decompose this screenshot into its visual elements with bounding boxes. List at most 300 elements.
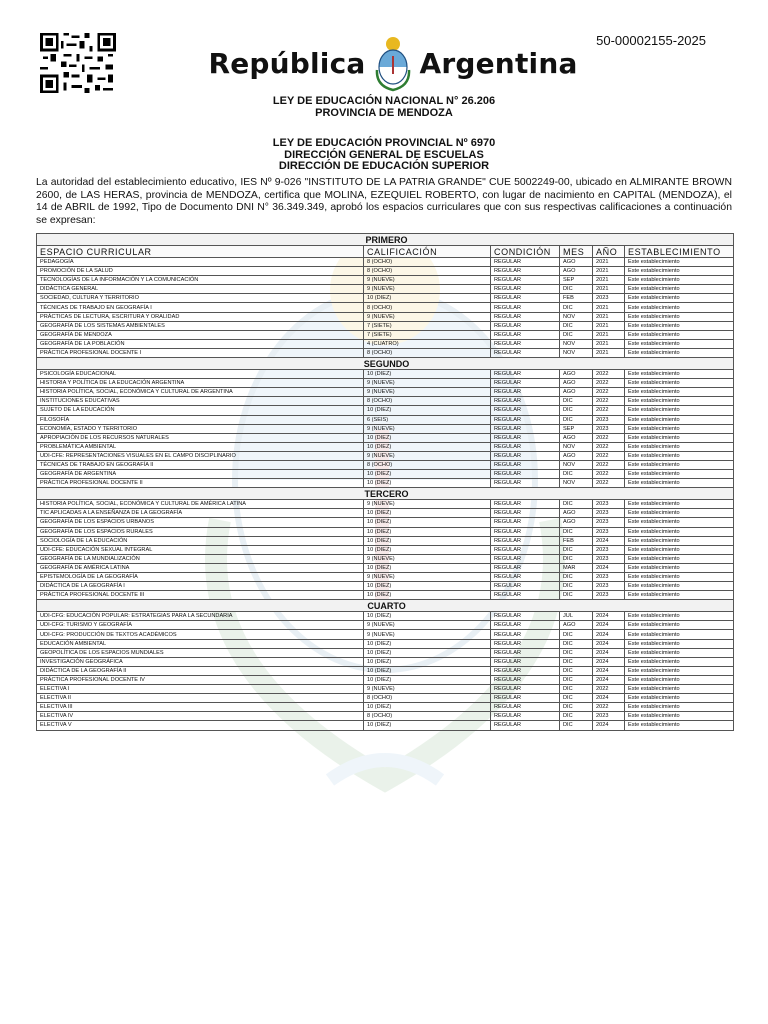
column-header-row xyxy=(37,246,734,258)
institution-cell: Este establecimiento xyxy=(625,666,734,675)
table-row xyxy=(37,321,734,330)
condition-cell: REGULAR xyxy=(491,563,560,572)
month-cell: DIC xyxy=(560,554,593,563)
month-cell: DIC xyxy=(560,591,593,600)
subject-cell: ELECTIVA IV xyxy=(37,712,364,721)
certification-text: La autoridad del establecimiento educativo, IES Nº 9-026 "INSTITUTO DE LA PATRIA GRANDE" CUE 5002249-00, ubicado en ALMIRANTE BROWN 2600, de LAS HERAS, provincia de MENDOZA, certifica que MOLINA, EZEQUIEL ROBERTO, con lugar de nacimiento en CAPITAL (MENDOZA), el 14 de ABRIL de 1992, Tipo de Documento DNI N° 36.349.349, aprobó los espacios curriculares que con sus respectivas calificaciones a continuación se expresan: xyxy=(36,177,732,226)
grades-table-wrap xyxy=(36,233,733,731)
grade-cell: 10 (DIEZ) xyxy=(364,582,491,591)
month-cell: DIC xyxy=(560,500,593,509)
table-row xyxy=(37,442,734,451)
subject-cell: EPISTEMOLOGÍA DE LA GEOGRAFÍA xyxy=(37,573,364,582)
province-line: PROVINCIA DE MENDOZA xyxy=(315,107,453,119)
table-row xyxy=(37,312,734,321)
column-header: ESTABLECIMIENTO xyxy=(625,246,734,258)
month-cell: NOV xyxy=(560,460,593,469)
month-cell: DIC xyxy=(560,545,593,554)
institution-cell: Este establecimiento xyxy=(625,545,734,554)
subject-cell: TÉCNICAS DE TRABAJO EN GEOGRAFÍA I xyxy=(37,303,364,312)
table-row xyxy=(37,470,734,479)
institution-cell: Este establecimiento xyxy=(625,442,734,451)
institution-cell: Este establecimiento xyxy=(625,621,734,630)
grade-cell: 8 (OCHO) xyxy=(364,348,491,357)
subject-cell: EDUCACIÓN AMBIENTAL xyxy=(37,639,364,648)
table-row xyxy=(37,370,734,379)
month-cell: DIC xyxy=(560,639,593,648)
year-cell: 2024 xyxy=(593,648,625,657)
grade-cell: 10 (DIEZ) xyxy=(364,545,491,554)
subject-cell: PEDAGOGÍA xyxy=(37,258,364,267)
condition-cell: REGULAR xyxy=(491,470,560,479)
grade-cell: 10 (DIEZ) xyxy=(364,657,491,666)
condition-cell: REGULAR xyxy=(491,379,560,388)
condition-cell: REGULAR xyxy=(491,424,560,433)
table-row xyxy=(37,518,734,527)
month-cell: AGO xyxy=(560,518,593,527)
year-cell: 2021 xyxy=(593,285,625,294)
subject-cell: GEOGRAFÍA DE LA MUNDIALIZACIÓN xyxy=(37,554,364,563)
institution-cell: Este establecimiento xyxy=(625,509,734,518)
year-cell: 2021 xyxy=(593,348,625,357)
year-label: PRIMERO xyxy=(37,234,734,246)
condition-cell: REGULAR xyxy=(491,518,560,527)
table-row xyxy=(37,303,734,312)
subject-cell: PRÁCTICA PROFESIONAL DOCENTE III xyxy=(37,591,364,600)
table-row xyxy=(37,630,734,639)
grade-cell: 4 (CUATRO) xyxy=(364,339,491,348)
grade-cell: 8 (OCHO) xyxy=(364,460,491,469)
grade-cell: 8 (OCHO) xyxy=(364,303,491,312)
table-row xyxy=(37,675,734,684)
grade-cell: 10 (DIEZ) xyxy=(364,612,491,621)
table-row xyxy=(37,712,734,721)
page-header xyxy=(0,34,768,92)
subject-cell: PROBLEMÁTICA AMBIENTAL xyxy=(37,442,364,451)
condition-cell: REGULAR xyxy=(491,388,560,397)
table-row xyxy=(37,500,734,509)
year-cell: 2023 xyxy=(593,554,625,563)
year-cell: 2023 xyxy=(593,415,625,424)
condition-cell: REGULAR xyxy=(491,303,560,312)
month-cell: NOV xyxy=(560,442,593,451)
table-row xyxy=(37,657,734,666)
month-cell: DIC xyxy=(560,303,593,312)
table-row xyxy=(37,388,734,397)
condition-cell: REGULAR xyxy=(491,267,560,276)
grade-cell: 7 (SIETE) xyxy=(364,321,491,330)
year-cell: 2022 xyxy=(593,470,625,479)
subject-cell: GEOPOLÍTICA DE LOS ESPACIOS MUNDIALES xyxy=(37,648,364,657)
institution-cell: Este establecimiento xyxy=(625,500,734,509)
year-cell: 2024 xyxy=(593,536,625,545)
table-row xyxy=(37,536,734,545)
year-cell: 2022 xyxy=(593,479,625,488)
title-word-1: República xyxy=(208,46,366,80)
grade-cell: 9 (NUEVE) xyxy=(364,573,491,582)
condition-cell: REGULAR xyxy=(491,500,560,509)
table-row xyxy=(37,348,734,357)
condition-cell: REGULAR xyxy=(491,648,560,657)
subject-cell: TÉCNICAS DE TRABAJO EN GEOGRAFÍA II xyxy=(37,460,364,469)
column-header: AÑO xyxy=(593,246,625,258)
year-cell: 2022 xyxy=(593,406,625,415)
grade-cell: 10 (DIEZ) xyxy=(364,370,491,379)
institution-cell: Este establecimiento xyxy=(625,554,734,563)
column-header: CONDICIÓN xyxy=(491,246,560,258)
subject-cell: HISTORIA POLÍTICA, SOCIAL, ECONÓMICA Y CULTURAL DE AMÉRICA LATINA xyxy=(37,500,364,509)
institution-cell: Este establecimiento xyxy=(625,433,734,442)
table-row xyxy=(37,554,734,563)
grade-cell: 10 (DIEZ) xyxy=(364,675,491,684)
year-cell: 2024 xyxy=(593,630,625,639)
month-cell: DIC xyxy=(560,648,593,657)
grade-cell: 9 (NUEVE) xyxy=(364,379,491,388)
subject-cell: ECONOMÍA, ESTADO Y TERRITORIO xyxy=(37,424,364,433)
month-cell: DIC xyxy=(560,657,593,666)
condition-cell: REGULAR xyxy=(491,276,560,285)
institution-cell: Este establecimiento xyxy=(625,591,734,600)
subject-cell: UDI-CFE: EDUCACIÓN SEXUAL INTEGRAL xyxy=(37,545,364,554)
subject-cell: DIDÁCTICA GENERAL xyxy=(37,285,364,294)
year-cell: 2021 xyxy=(593,276,625,285)
table-row xyxy=(37,267,734,276)
institution-cell: Este establecimiento xyxy=(625,470,734,479)
institution-cell: Este establecimiento xyxy=(625,479,734,488)
year-cell: 2024 xyxy=(593,657,625,666)
table-row xyxy=(37,694,734,703)
condition-cell: REGULAR xyxy=(491,536,560,545)
grade-cell: 10 (DIEZ) xyxy=(364,666,491,675)
grade-cell: 10 (DIEZ) xyxy=(364,536,491,545)
institution-cell: Este establecimiento xyxy=(625,675,734,684)
table-row xyxy=(37,258,734,267)
table-row xyxy=(37,460,734,469)
grade-cell: 10 (DIEZ) xyxy=(364,591,491,600)
grade-cell: 8 (OCHO) xyxy=(364,397,491,406)
table-row xyxy=(37,582,734,591)
table-row xyxy=(37,424,734,433)
grade-cell: 10 (DIEZ) xyxy=(364,442,491,451)
month-cell: NOV xyxy=(560,339,593,348)
month-cell: MAR xyxy=(560,563,593,572)
grade-cell: 10 (DIEZ) xyxy=(364,509,491,518)
subject-cell: ELECTIVA I xyxy=(37,685,364,694)
year-cell: 2023 xyxy=(593,573,625,582)
condition-cell: REGULAR xyxy=(491,460,560,469)
subject-cell: TIC APLICADAS A LA ENSEÑANZA DE LA GEOGRAFÍA xyxy=(37,509,364,518)
year-cell: 2022 xyxy=(593,397,625,406)
grade-cell: 10 (DIEZ) xyxy=(364,294,491,303)
grade-cell: 10 (DIEZ) xyxy=(364,470,491,479)
institution-cell: Este establecimiento xyxy=(625,294,734,303)
table-row xyxy=(37,451,734,460)
year-label: TERCERO xyxy=(37,488,734,500)
national-law-block xyxy=(0,95,768,119)
condition-cell: REGULAR xyxy=(491,685,560,694)
table-row xyxy=(37,563,734,572)
year-cell: 2023 xyxy=(593,582,625,591)
subject-cell: SOCIOLOGÍA DE LA EDUCACIÓN xyxy=(37,536,364,545)
institution-cell: Este establecimiento xyxy=(625,267,734,276)
grade-cell: 10 (DIEZ) xyxy=(364,527,491,536)
grade-cell: 10 (DIEZ) xyxy=(364,639,491,648)
month-cell: DIC xyxy=(560,703,593,712)
year-cell: 2023 xyxy=(593,518,625,527)
table-row xyxy=(37,294,734,303)
condition-cell: REGULAR xyxy=(491,573,560,582)
condition-cell: REGULAR xyxy=(491,370,560,379)
month-cell: DIC xyxy=(560,406,593,415)
table-row xyxy=(37,397,734,406)
grade-cell: 9 (NUEVE) xyxy=(364,630,491,639)
table-row xyxy=(37,703,734,712)
grade-cell: 9 (NUEVE) xyxy=(364,621,491,630)
table-row xyxy=(37,666,734,675)
subject-cell: HISTORIA Y POLÍTICA DE LA EDUCACIÓN ARGENTINA xyxy=(37,379,364,388)
institution-cell: Este establecimiento xyxy=(625,518,734,527)
institution-cell: Este establecimiento xyxy=(625,712,734,721)
condition-cell: REGULAR xyxy=(491,712,560,721)
month-cell: AGO xyxy=(560,388,593,397)
condition-cell: REGULAR xyxy=(491,433,560,442)
condition-cell: REGULAR xyxy=(491,527,560,536)
grade-cell: 9 (NUEVE) xyxy=(364,276,491,285)
year-cell: 2024 xyxy=(593,612,625,621)
month-cell: DIC xyxy=(560,321,593,330)
institution-cell: Este establecimiento xyxy=(625,303,734,312)
table-row xyxy=(37,612,734,621)
subject-cell: PRÁCTICA PROFESIONAL DOCENTE IV xyxy=(37,675,364,684)
subject-cell: INVESTIGACIÓN GEOGRÁFICA xyxy=(37,657,364,666)
table-row xyxy=(37,276,734,285)
column-header: CALIFICACIÓN xyxy=(364,246,491,258)
subject-cell: GEOGRAFÍA DE LOS ESPACIOS URBANOS xyxy=(37,518,364,527)
year-cell: 2023 xyxy=(593,545,625,554)
table-row xyxy=(37,285,734,294)
institution-cell: Este establecimiento xyxy=(625,630,734,639)
condition-cell: REGULAR xyxy=(491,621,560,630)
institution-cell: Este establecimiento xyxy=(625,370,734,379)
year-cell: 2023 xyxy=(593,712,625,721)
year-section-header xyxy=(37,234,734,246)
month-cell: DIC xyxy=(560,630,593,639)
title-word-2: Argentina xyxy=(419,46,578,80)
year-cell: 2024 xyxy=(593,721,625,730)
institution-cell: Este establecimiento xyxy=(625,339,734,348)
year-cell: 2023 xyxy=(593,509,625,518)
year-cell: 2024 xyxy=(593,563,625,572)
provincial-law-block xyxy=(0,138,768,173)
subject-cell: DIDÁCTICA DE LA GEOGRAFÍA I xyxy=(37,582,364,591)
condition-cell: REGULAR xyxy=(491,415,560,424)
year-cell: 2022 xyxy=(593,370,625,379)
year-label: SEGUNDO xyxy=(37,358,734,370)
subject-cell: DIDÁCTICA DE LA GEOGRAFÍA II xyxy=(37,666,364,675)
month-cell: DIC xyxy=(560,685,593,694)
month-cell: DIC xyxy=(560,666,593,675)
month-cell: NOV xyxy=(560,312,593,321)
year-section-header xyxy=(37,600,734,612)
year-cell: 2023 xyxy=(593,500,625,509)
subject-cell: GEOGRAFÍA DE LA POBLACIÓN xyxy=(37,339,364,348)
condition-cell: REGULAR xyxy=(491,639,560,648)
year-cell: 2022 xyxy=(593,685,625,694)
institution-cell: Este establecimiento xyxy=(625,285,734,294)
grade-cell: 9 (NUEVE) xyxy=(364,451,491,460)
condition-cell: REGULAR xyxy=(491,721,560,730)
grade-cell: 10 (DIEZ) xyxy=(364,648,491,657)
grade-cell: 10 (DIEZ) xyxy=(364,433,491,442)
institution-cell: Este establecimiento xyxy=(625,639,734,648)
month-cell: DIC xyxy=(560,415,593,424)
month-cell: NOV xyxy=(560,479,593,488)
year-cell: 2024 xyxy=(593,621,625,630)
institution-cell: Este establecimiento xyxy=(625,563,734,572)
table-row xyxy=(37,721,734,730)
month-cell: AGO xyxy=(560,379,593,388)
column-header: ESPACIO CURRICULAR xyxy=(37,246,364,258)
month-cell: DIC xyxy=(560,721,593,730)
subject-cell: HISTORIA POLÍTICA, SOCIAL, ECONÓMICA Y CULTURAL DE ARGENTINA xyxy=(37,388,364,397)
month-cell: DIC xyxy=(560,527,593,536)
year-cell: 2021 xyxy=(593,303,625,312)
document-number: 50-00002155-2025 xyxy=(596,33,706,48)
month-cell: DIC xyxy=(560,330,593,339)
table-row xyxy=(37,591,734,600)
grade-cell: 6 (SEIS) xyxy=(364,415,491,424)
table-row xyxy=(37,479,734,488)
year-cell: 2021 xyxy=(593,312,625,321)
grade-cell: 8 (OCHO) xyxy=(364,712,491,721)
table-row xyxy=(37,573,734,582)
year-cell: 2024 xyxy=(593,666,625,675)
institution-cell: Este establecimiento xyxy=(625,703,734,712)
condition-cell: REGULAR xyxy=(491,348,560,357)
institution-cell: Este establecimiento xyxy=(625,330,734,339)
grade-cell: 9 (NUEVE) xyxy=(364,500,491,509)
month-cell: AGO xyxy=(560,370,593,379)
condition-cell: REGULAR xyxy=(491,258,560,267)
month-cell: AGO xyxy=(560,258,593,267)
subject-cell: GEOGRAFÍA DE ARGENTINA xyxy=(37,470,364,479)
grade-cell: 10 (DIEZ) xyxy=(364,563,491,572)
year-cell: 2022 xyxy=(593,433,625,442)
condition-cell: REGULAR xyxy=(491,694,560,703)
condition-cell: REGULAR xyxy=(491,294,560,303)
institution-cell: Este establecimiento xyxy=(625,582,734,591)
institution-cell: Este establecimiento xyxy=(625,573,734,582)
subject-cell: PRÁCTICA PROFESIONAL DOCENTE I xyxy=(37,348,364,357)
subject-cell: GEOGRAFÍA DE LOS ESPACIOS RURALES xyxy=(37,527,364,536)
condition-cell: REGULAR xyxy=(491,675,560,684)
institution-cell: Este establecimiento xyxy=(625,721,734,730)
year-cell: 2021 xyxy=(593,321,625,330)
month-cell: DIC xyxy=(560,582,593,591)
condition-cell: REGULAR xyxy=(491,397,560,406)
table-row xyxy=(37,330,734,339)
year-cell: 2022 xyxy=(593,442,625,451)
superior-direction-line: DIRECCIÓN DE EDUCACIÓN SUPERIOR xyxy=(278,160,490,172)
institution-cell: Este establecimiento xyxy=(625,397,734,406)
month-cell: DIC xyxy=(560,397,593,406)
condition-cell: REGULAR xyxy=(491,545,560,554)
institution-cell: Este establecimiento xyxy=(625,648,734,657)
institution-cell: Este establecimiento xyxy=(625,379,734,388)
grade-cell: 10 (DIEZ) xyxy=(364,479,491,488)
condition-cell: REGULAR xyxy=(491,406,560,415)
table-row xyxy=(37,648,734,657)
institution-cell: Este establecimiento xyxy=(625,657,734,666)
coat-of-arms-icon xyxy=(372,34,414,92)
month-cell: DIC xyxy=(560,694,593,703)
table-row xyxy=(37,685,734,694)
subject-cell: TECNOLOGÍAS DE LA INFORMACIÓN Y LA COMUNICACIÓN xyxy=(37,276,364,285)
column-header: MES xyxy=(560,246,593,258)
condition-cell: REGULAR xyxy=(491,285,560,294)
year-cell: 2022 xyxy=(593,379,625,388)
subject-cell: UDI-CFG: PRODUCCIÓN DE TEXTOS ACADÉMICOS xyxy=(37,630,364,639)
subject-cell: GEOGRAFÍA DE LOS SISTEMAS AMBIENTALES xyxy=(37,321,364,330)
grade-cell: 9 (NUEVE) xyxy=(364,685,491,694)
condition-cell: REGULAR xyxy=(491,612,560,621)
subject-cell: SOCIEDAD, CULTURA Y TERRITORIO xyxy=(37,294,364,303)
table-row xyxy=(37,415,734,424)
subject-cell: UDI-CFE: REPRESENTACIONES VISUALES EN EL CAMPO DISCIPLINARIO xyxy=(37,451,364,460)
institution-cell: Este establecimiento xyxy=(625,536,734,545)
year-cell: 2024 xyxy=(593,675,625,684)
year-cell: 2023 xyxy=(593,591,625,600)
month-cell: DIC xyxy=(560,712,593,721)
table-row xyxy=(37,509,734,518)
table-row xyxy=(37,621,734,630)
subject-cell: UDI-CFG: TURISMO Y GEOGRAFÍA xyxy=(37,621,364,630)
grade-cell: 10 (DIEZ) xyxy=(364,406,491,415)
condition-cell: REGULAR xyxy=(491,479,560,488)
institution-cell: Este establecimiento xyxy=(625,348,734,357)
year-section-header xyxy=(37,488,734,500)
institution-cell: Este establecimiento xyxy=(625,685,734,694)
subject-cell: ELECTIVA III xyxy=(37,703,364,712)
subject-cell: PSICOLOGÍA EDUCACIONAL xyxy=(37,370,364,379)
subject-cell: ELECTIVA II xyxy=(37,694,364,703)
subject-cell: SUJETO DE LA EDUCACIÓN xyxy=(37,406,364,415)
year-cell: 2021 xyxy=(593,267,625,276)
institution-cell: Este establecimiento xyxy=(625,321,734,330)
year-cell: 2021 xyxy=(593,339,625,348)
institution-cell: Este establecimiento xyxy=(625,460,734,469)
subject-cell: APROPIACIÓN DE LOS RECURSOS NATURALES xyxy=(37,433,364,442)
grade-cell: 8 (OCHO) xyxy=(364,694,491,703)
subject-cell: UDI-CFG: EDUCACIÓN POPULAR: ESTRATEGIAS PARA LA SECUNDARIA xyxy=(37,612,364,621)
condition-cell: REGULAR xyxy=(491,330,560,339)
condition-cell: REGULAR xyxy=(491,451,560,460)
condition-cell: REGULAR xyxy=(491,509,560,518)
year-cell: 2022 xyxy=(593,388,625,397)
national-law-line: LEY DE EDUCACIÓN NACIONAL N° 26.206 xyxy=(272,95,496,107)
month-cell: JUL xyxy=(560,612,593,621)
year-cell: 2021 xyxy=(593,330,625,339)
year-cell: 2024 xyxy=(593,639,625,648)
condition-cell: REGULAR xyxy=(491,591,560,600)
institution-cell: Este establecimiento xyxy=(625,258,734,267)
general-direction-line: DIRECCIÓN GENERAL DE ESCUELAS xyxy=(284,148,484,161)
year-cell: 2024 xyxy=(593,694,625,703)
table-row xyxy=(37,379,734,388)
table-row xyxy=(37,527,734,536)
institution-cell: Este establecimiento xyxy=(625,406,734,415)
month-cell: NOV xyxy=(560,348,593,357)
month-cell: DIC xyxy=(560,285,593,294)
